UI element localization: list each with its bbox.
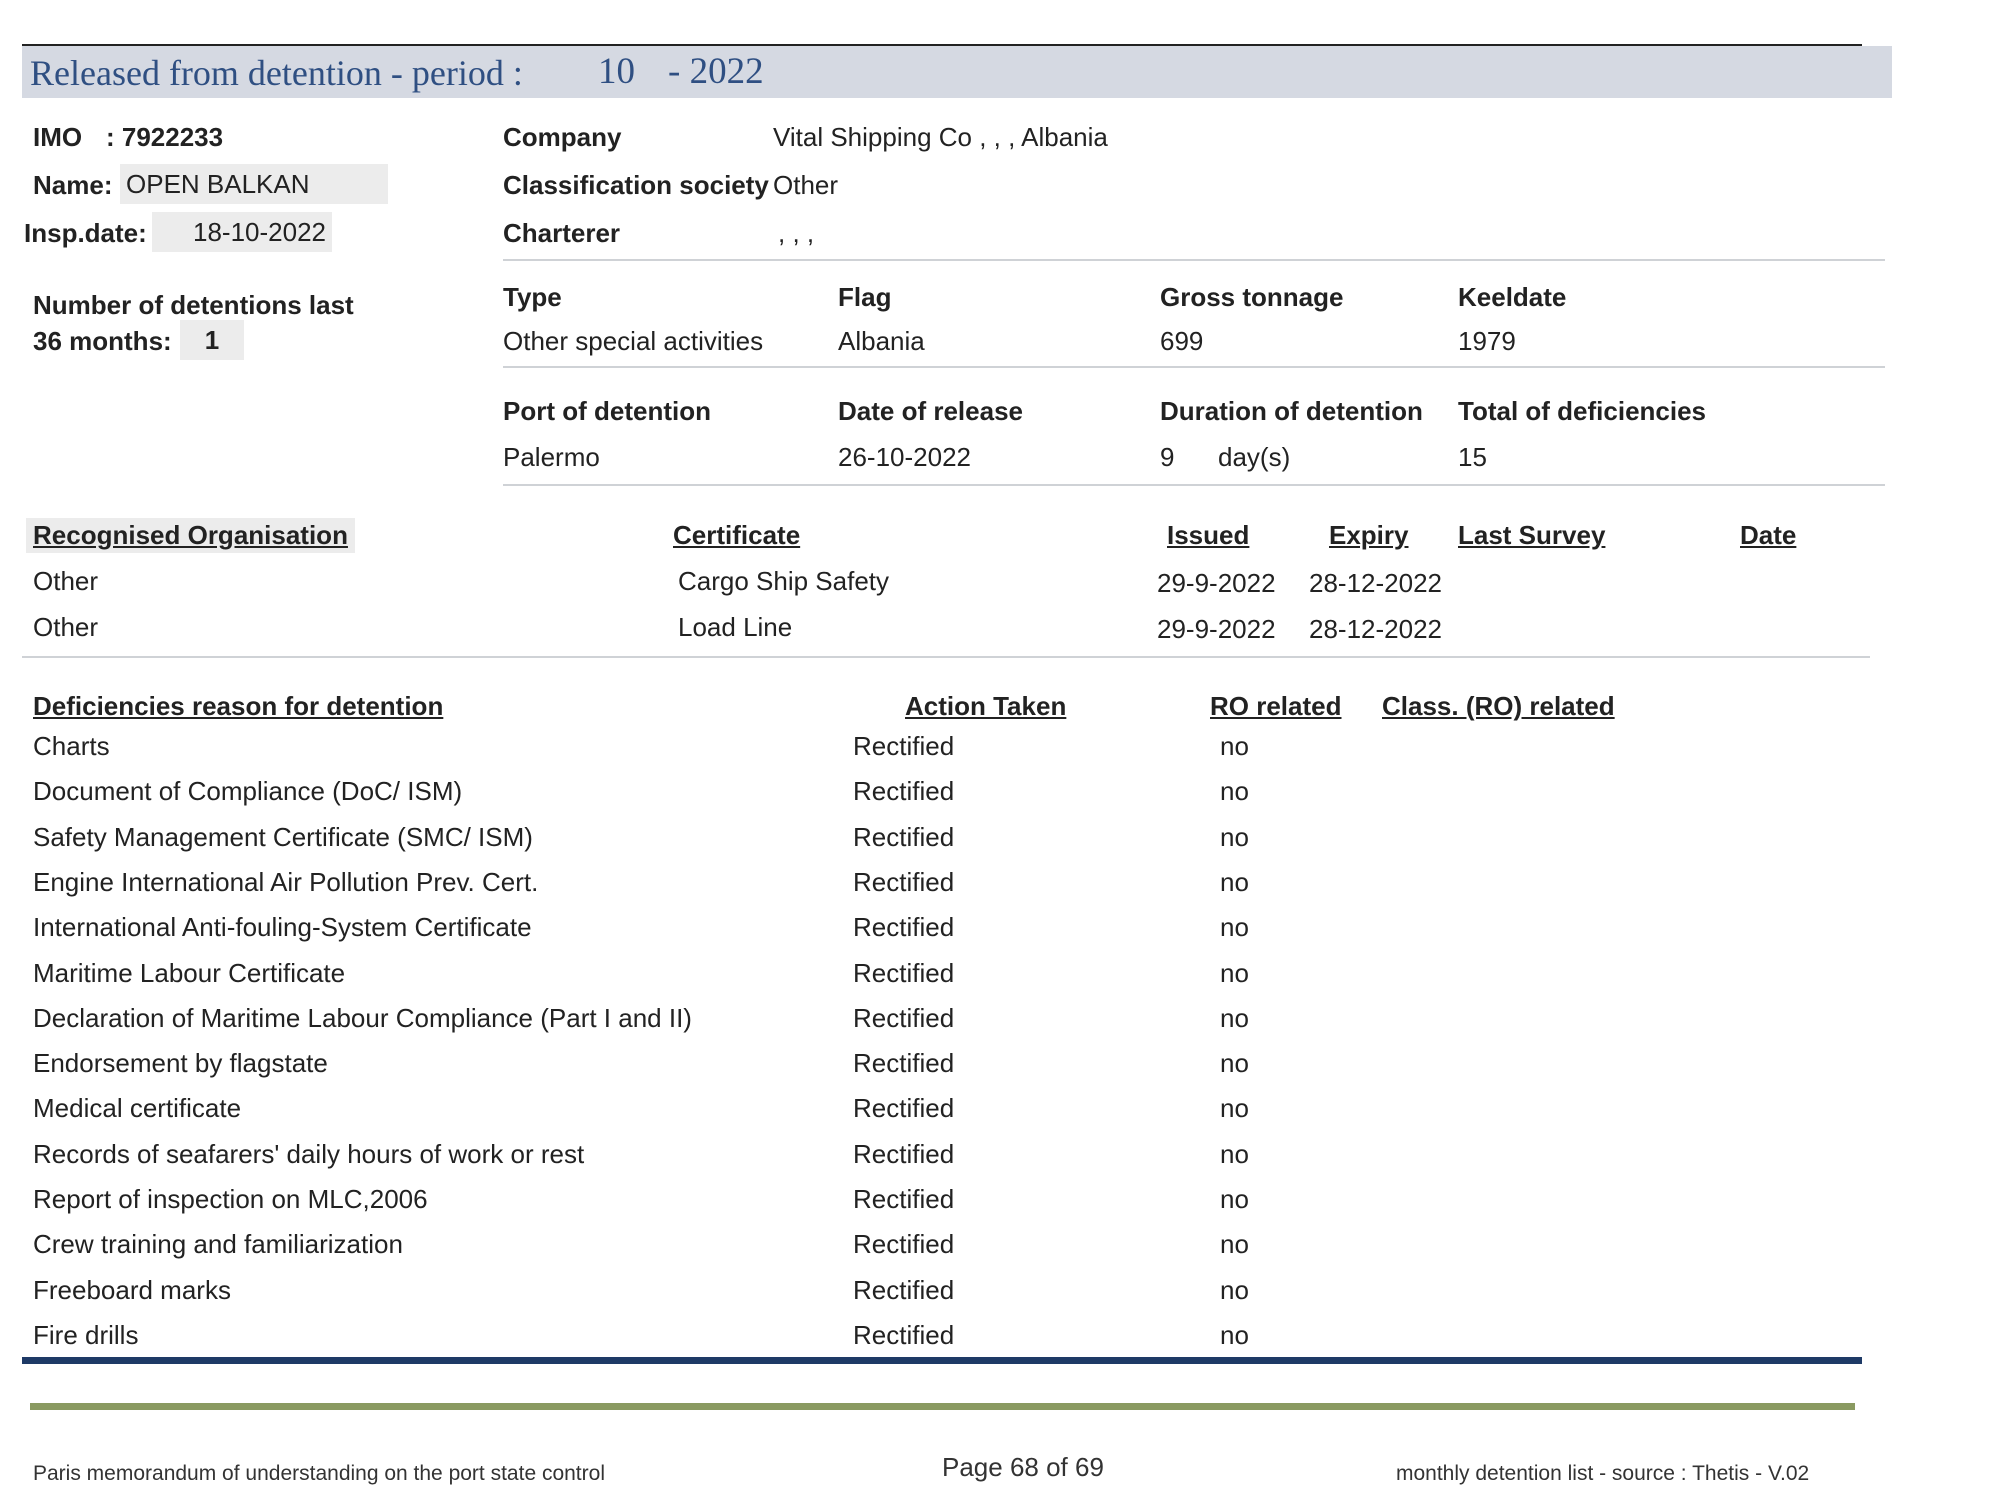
class-ro-related-header: Class. (RO) related	[1382, 691, 1615, 721]
name-label: Name:	[33, 170, 113, 200]
cert-ro: Other	[33, 612, 99, 642]
deficiency-action: Rectified	[853, 1093, 955, 1123]
cert-issued: 29-9-2022	[1157, 614, 1276, 644]
deficiency-ro-related: no	[1220, 1229, 1249, 1259]
deficiency-action: Rectified	[853, 776, 955, 806]
ro-header: Recognised Organisation	[26, 518, 355, 553]
deficiency-ro-related: no	[1220, 867, 1249, 897]
deficiency-ro-related: no	[1220, 1139, 1249, 1169]
period-year: - 2022	[668, 51, 764, 92]
divider	[503, 259, 1885, 261]
certificate-header: Certificate	[673, 520, 801, 550]
issued-header: Issued	[1167, 520, 1250, 550]
deficiency-ro-related: no	[1220, 822, 1249, 852]
divider	[503, 366, 1885, 368]
deficiency-action: Rectified	[853, 822, 955, 852]
deficiency-action: Rectified	[853, 1275, 955, 1305]
imo-label: IMO	[33, 122, 83, 152]
keeldate-label: Keeldate	[1458, 282, 1567, 312]
charterer-label: Charterer	[503, 218, 621, 248]
cert-issued: 29-9-2022	[1157, 568, 1276, 598]
deficiency-ro-related: no	[1220, 1320, 1249, 1350]
deficiency-reason: Declaration of Maritime Labour Compliance (Part I and II)	[33, 1003, 692, 1033]
flag-value: Albania	[838, 326, 925, 356]
deficiency-action: Rectified	[853, 1139, 955, 1169]
deficiency-reason: Charts	[33, 731, 110, 761]
cert-expiry: 28-12-2022	[1309, 614, 1442, 644]
detentions-label-line1: Number of detentions last	[33, 290, 354, 320]
deficiency-reason: International Anti-fouling-System Certificate	[33, 912, 532, 942]
deficiency-action: Rectified	[853, 958, 955, 988]
company-label: Company	[503, 122, 622, 152]
deficiency-action: Rectified	[853, 1184, 955, 1214]
footer-rule-navy	[22, 1357, 1862, 1364]
deficiency-reason: Fire drills	[33, 1320, 139, 1350]
last-survey-header: Last Survey	[1458, 520, 1606, 550]
detentions-value: 1	[180, 320, 244, 360]
type-value: Other special activities	[503, 326, 764, 356]
imo-value: : 7922233	[106, 122, 224, 152]
date-of-release-label: Date of release	[838, 396, 1023, 426]
deficiency-action: Rectified	[853, 867, 955, 897]
deficiency-ro-related: no	[1220, 731, 1249, 761]
deficiency-reason: Maritime Labour Certificate	[33, 958, 346, 988]
deficiency-reason: Medical certificate	[33, 1093, 242, 1123]
insp-date-value: 18-10-2022	[152, 212, 332, 252]
company-value: Vital Shipping Co , , , Albania	[773, 122, 1108, 152]
deficiency-reason: Freeboard marks	[33, 1275, 231, 1305]
port-of-detention-value: Palermo	[503, 442, 600, 472]
deficiency-ro-related: no	[1220, 1184, 1249, 1214]
divider	[503, 484, 1885, 486]
deficiency-action: Rectified	[853, 1229, 955, 1259]
action-taken-header: Action Taken	[905, 691, 1067, 721]
type-label: Type	[503, 282, 562, 312]
period-title: Released from detention - period :	[30, 53, 523, 93]
deficiency-ro-related: no	[1220, 776, 1249, 806]
classification-label: Classification society	[503, 170, 769, 200]
deficiency-action: Rectified	[853, 912, 955, 942]
port-of-detention-label: Port of detention	[503, 396, 711, 426]
cert-name: Cargo Ship Safety	[678, 566, 890, 596]
deficiency-reason: Safety Management Certificate (SMC/ ISM)	[33, 822, 533, 852]
divider	[22, 656, 1870, 658]
cert-ro: Other	[33, 566, 99, 596]
ro-related-header: RO related	[1210, 691, 1342, 721]
deficiency-reason: Crew training and familiarization	[33, 1229, 403, 1259]
deficiency-ro-related: no	[1220, 958, 1249, 988]
deficiency-reason: Records of seafarers' daily hours of work or rest	[33, 1139, 585, 1169]
date-of-release-value: 26-10-2022	[838, 442, 971, 472]
duration-value: 9	[1160, 442, 1175, 472]
footer-left-text: Paris memorandum of understanding on the port state control	[33, 1462, 605, 1485]
keeldate-value: 1979	[1458, 326, 1516, 356]
deficiency-ro-related: no	[1220, 1003, 1249, 1033]
deficiency-action: Rectified	[853, 731, 955, 761]
period-month: 10	[598, 51, 635, 92]
duration-label: Duration of detention	[1160, 396, 1423, 426]
total-deficiencies-value: 15	[1458, 442, 1487, 472]
deficiency-action: Rectified	[853, 1003, 955, 1033]
gross-tonnage-label: Gross tonnage	[1160, 282, 1344, 312]
deficiency-ro-related: no	[1220, 1093, 1249, 1123]
classification-value: Other	[773, 170, 839, 200]
cert-name: Load Line	[678, 612, 793, 642]
deficiency-reason: Report of inspection on MLC,2006	[33, 1184, 428, 1214]
gross-tonnage-value: 699	[1160, 326, 1204, 356]
deficiency-ro-related: no	[1220, 1275, 1249, 1305]
deficiency-reason: Document of Compliance (DoC/ ISM)	[33, 776, 463, 806]
total-deficiencies-label: Total of deficiencies	[1458, 396, 1707, 426]
ship-name-value: OPEN BALKAN	[120, 164, 388, 204]
deficiency-reason-header: Deficiencies reason for detention	[33, 691, 444, 721]
cert-expiry: 28-12-2022	[1309, 568, 1442, 598]
charterer-value: , , ,	[778, 218, 815, 248]
deficiency-action: Rectified	[853, 1320, 955, 1350]
deficiency-ro-related: no	[1220, 1048, 1249, 1078]
flag-label: Flag	[838, 282, 892, 312]
duration-unit: day(s)	[1218, 442, 1291, 472]
deficiency-ro-related: no	[1220, 912, 1249, 942]
deficiency-action: Rectified	[853, 1048, 955, 1078]
expiry-header: Expiry	[1329, 520, 1409, 550]
footer-right-text: monthly detention list - source : Thetis - V.02	[1396, 1462, 1810, 1485]
date-header: Date	[1740, 520, 1797, 550]
deficiency-reason: Engine International Air Pollution Prev. Cert.	[33, 867, 539, 897]
page-number: Page 68 of 69	[942, 1452, 1104, 1482]
insp-date-label: Insp.date:	[24, 218, 147, 248]
deficiency-reason: Endorsement by flagstate	[33, 1048, 328, 1078]
detentions-label-line2: 36 months:	[33, 326, 172, 356]
footer-rule-green	[30, 1403, 1855, 1410]
